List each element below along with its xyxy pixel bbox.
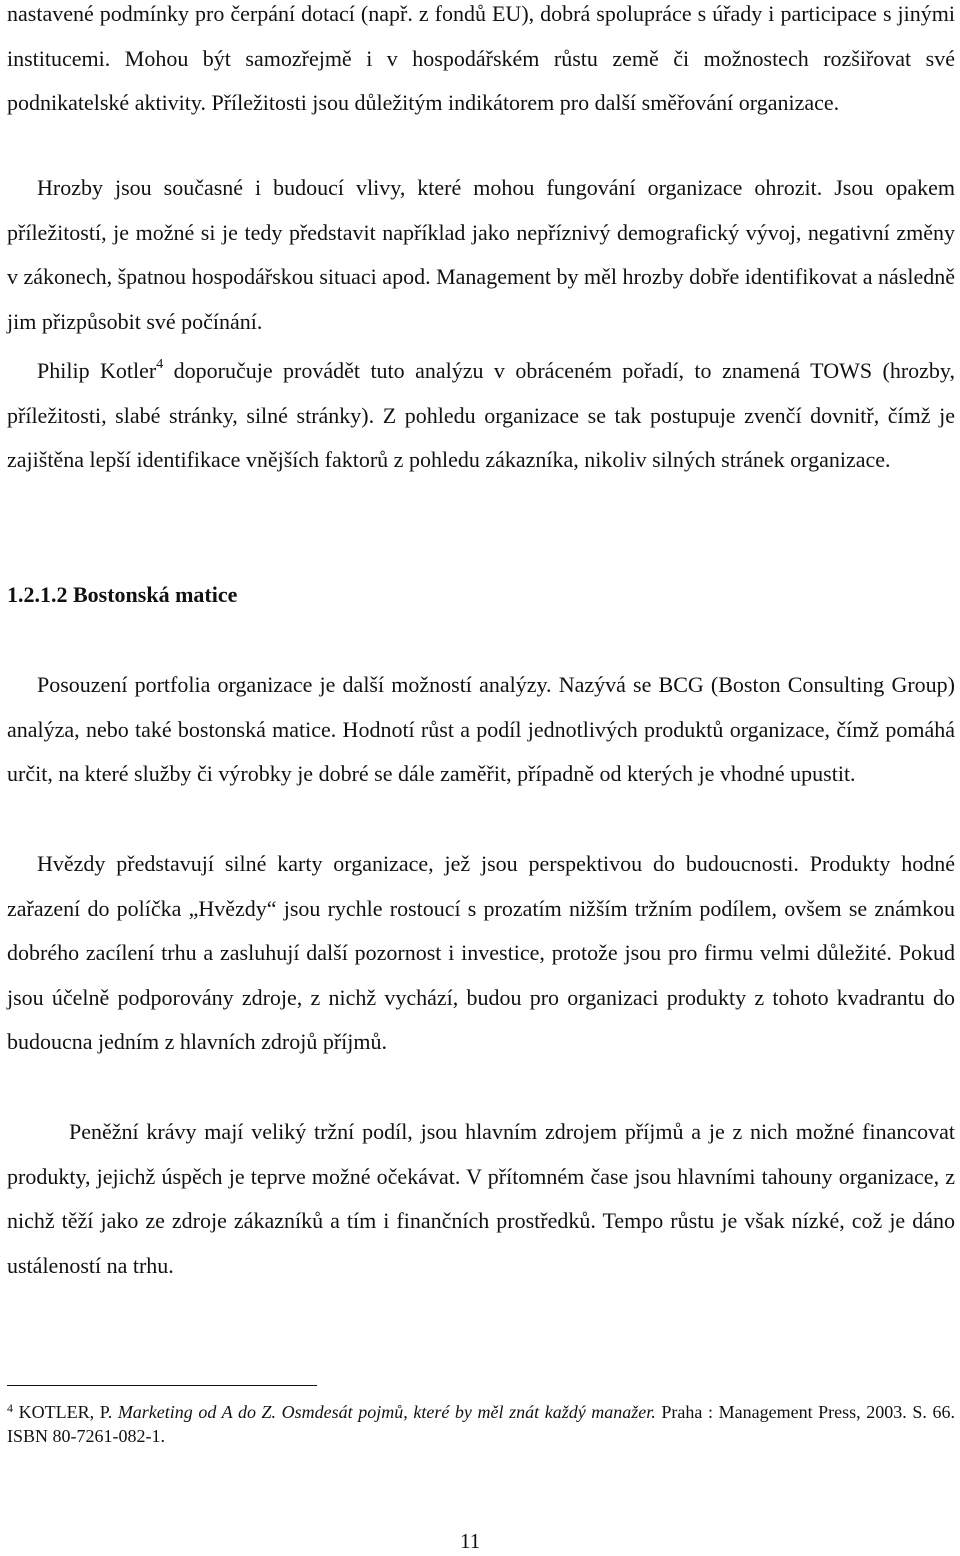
page-number: 11 [460,1529,481,1553]
paragraph-tows [7,349,955,483]
section-heading: 1.2.1.2 Bostonská matice [7,582,238,607]
paragraph-opportunities-end: nastavené podmínky pro čerpání dotací (např. z fondů EU), dobrá spolupráce s úřady i participace s jinými institucemi. Mohou být samozřejmě i v hospodářském růstu země či možnostech rozšiřovat své podnikatelské aktivity. Příležitosti jsou důležitým indikátorem pro další směřování organizace. [7,1,955,115]
paragraph-portfolio: Posouzení portfolia organizace je další možností analýzy. Nazývá se BCG (Boston Consulting Group) analýza, nebo také bostonská matice. Hodnotí růst a podíl jednotlivých produktů organizace, čímž pomáhá určit, na které služby či výrobky je dobré se dále zaměřit, případně od kterých je vhodné upustit. [7,672,955,786]
footnote-reference: 4 [156,357,164,372]
paragraph-stars: Hvězdy představují silné karty organizace, jež jsou perspektivou do budoucnosti. Produkty hodné zařazení do políčka „Hvězdy“ jsou rychle rostoucí s prozatím nižším tržním podílem, ovšem se známkou dobrého zacílení trhu a zasluhují další pozornost i investice, protože jsou pro firmu velmi důležité. Pokud jsou účelně podporovány zdroje, z nichž vychází, budou pro organizaci produkty z tohoto kvadrantu do budoucna jedním z hlavních zdrojů příjmů. [7,851,955,1054]
footnote-title: Marketing od A do Z. Osmdesát pojmů, které by měl znát každý manažer. [117,1402,656,1422]
paragraph-tows-rest: doporučuje provádět tuto analýzu v obráceném pořadí, to znamená TOWS (hrozby, příležitosti, slabé stránky, silné stránky). Z pohledu organizace se tak postupuje zvenčí dovnitř, čímž je zajištěna lepší identifikace vnějších faktorů z pohledu zákazníka, nikoliv silných stránek organizace. [7,358,956,472]
paragraph-threats: Hrozby jsou současné i budoucí vlivy, které mohou fungování organizace ohrozit. Jsou opakem příležitostí, je možné si je tedy představit například jako nepříznivý demografický vývoj, negativní změny v zákonech, špatnou hospodářskou situaci apod. Management by měl hrozby dobře identifikovat a následně jim přizpůsobit své počínání. [7,175,955,334]
footnote [7,1400,955,1448]
footnote-author: KOTLER, P. [13,1402,118,1422]
footnote-divider [7,1385,317,1386]
paragraph-cash-cows: Peněžní krávy mají veliký tržní podíl, jsou hlavním zdrojem příjmů a je z nich možné financovat produkty, jejichž úspěch je teprve možné očekávat. V přítomném čase jsou hlavními tahouny organizace, z nichž těží jako ze zdroje zákazníků a tím i finančních prostředků. Tempo růstu je však nízké, což je dáno ustáleností na trhu. [7,1119,955,1278]
footnote-publication: Praha : Management Press, 2003. S. 66. ISBN 80-7261-082-1. [7,1402,955,1446]
paragraph-tows-start: Philip Kotler [37,358,157,383]
footnote-number: 4 [7,1401,13,1415]
